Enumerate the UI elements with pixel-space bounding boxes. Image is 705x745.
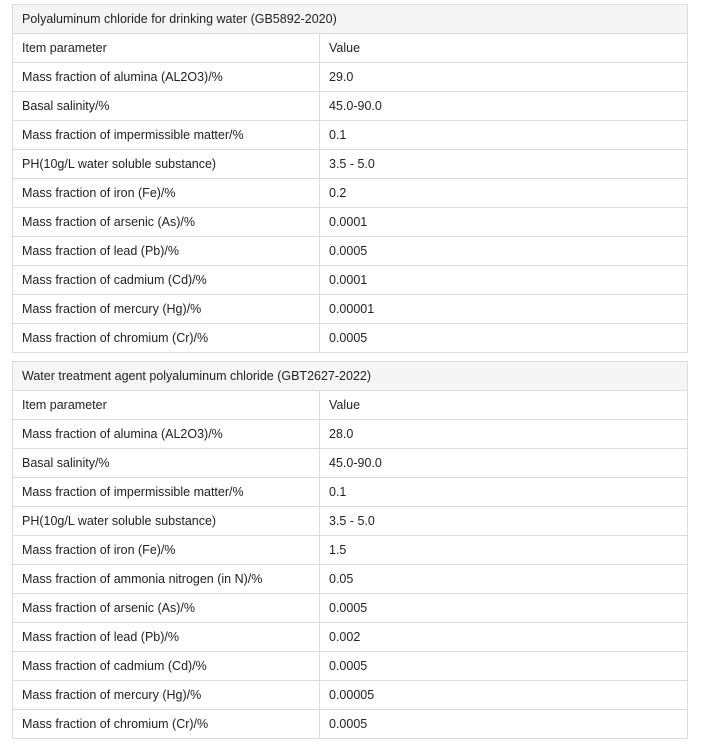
table-row [13, 594, 688, 623]
table-row [13, 324, 688, 353]
value-cell: 29.0 [320, 63, 688, 92]
value-cell: 0.1 [320, 478, 688, 507]
table-row [13, 565, 688, 594]
value-cell: 0.00001 [320, 295, 688, 324]
param-cell: Mass fraction of arsenic (As)/% [13, 208, 320, 237]
value-cell: 1.5 [320, 536, 688, 565]
table-row [13, 681, 688, 710]
param-cell: Mass fraction of chromium (Cr)/% [13, 710, 320, 739]
table-row [13, 507, 688, 536]
param-cell: Mass fraction of cadmium (Cd)/% [13, 652, 320, 681]
table-row [13, 266, 688, 295]
table-row [13, 121, 688, 150]
value-cell: 0.0005 [320, 594, 688, 623]
value-column-header: Value [320, 34, 688, 63]
param-cell: Mass fraction of impermissible matter/% [13, 121, 320, 150]
param-column-header: Item parameter [13, 34, 320, 63]
param-column-header: Item parameter [13, 391, 320, 420]
table-row [13, 92, 688, 121]
table-row [13, 63, 688, 92]
param-cell: Mass fraction of chromium (Cr)/% [13, 324, 320, 353]
param-cell: Mass fraction of mercury (Hg)/% [13, 681, 320, 710]
param-cell: Mass fraction of mercury (Hg)/% [13, 295, 320, 324]
value-cell: 0.1 [320, 121, 688, 150]
param-cell: Mass fraction of ammonia nitrogen (in N)/% [13, 565, 320, 594]
value-cell: 0.0005 [320, 710, 688, 739]
value-cell: 0.0001 [320, 266, 688, 295]
param-cell: Mass fraction of iron (Fe)/% [13, 179, 320, 208]
param-cell: PH(10g/L water soluble substance) [13, 150, 320, 179]
param-cell: PH(10g/L water soluble substance) [13, 507, 320, 536]
param-cell: Mass fraction of lead (Pb)/% [13, 237, 320, 266]
value-cell: 0.0005 [320, 652, 688, 681]
value-cell: 28.0 [320, 420, 688, 449]
value-cell: 0.0005 [320, 324, 688, 353]
param-cell: Basal salinity/% [13, 92, 320, 121]
table-row [13, 420, 688, 449]
table-header-row [13, 34, 688, 63]
param-cell: Basal salinity/% [13, 449, 320, 478]
value-cell: 0.00005 [320, 681, 688, 710]
table-title: Polyaluminum chloride for drinking water (GB5892-2020) [13, 5, 688, 34]
table-row [13, 237, 688, 266]
table-row [13, 536, 688, 565]
value-cell: 0.002 [320, 623, 688, 652]
param-cell: Mass fraction of lead (Pb)/% [13, 623, 320, 652]
value-cell: 3.5 - 5.0 [320, 507, 688, 536]
param-cell: Mass fraction of alumina (AL2O3)/% [13, 63, 320, 92]
table-caption-row [13, 362, 688, 391]
param-cell: Mass fraction of iron (Fe)/% [13, 536, 320, 565]
param-cell: Mass fraction of cadmium (Cd)/% [13, 266, 320, 295]
value-cell: 0.0001 [320, 208, 688, 237]
table-row [13, 449, 688, 478]
table-row [13, 150, 688, 179]
value-cell: 45.0-90.0 [320, 92, 688, 121]
table-row [13, 478, 688, 507]
value-cell: 3.5 - 5.0 [320, 150, 688, 179]
drinking-water-spec-table [12, 4, 688, 353]
table-caption-row [13, 5, 688, 34]
table-row [13, 710, 688, 739]
value-cell: 0.05 [320, 565, 688, 594]
value-cell: 45.0-90.0 [320, 449, 688, 478]
table-row [13, 652, 688, 681]
table-header-row [13, 391, 688, 420]
param-cell: Mass fraction of alumina (AL2O3)/% [13, 420, 320, 449]
table-row [13, 295, 688, 324]
param-cell: Mass fraction of impermissible matter/% [13, 478, 320, 507]
table-title: Water treatment agent polyaluminum chloride (GBT2627-2022) [13, 362, 688, 391]
value-cell: 0.0005 [320, 237, 688, 266]
value-cell: 0.2 [320, 179, 688, 208]
water-treatment-spec-table [12, 361, 688, 739]
table-row [13, 623, 688, 652]
table-row [13, 208, 688, 237]
param-cell: Mass fraction of arsenic (As)/% [13, 594, 320, 623]
value-column-header: Value [320, 391, 688, 420]
table-row [13, 179, 688, 208]
